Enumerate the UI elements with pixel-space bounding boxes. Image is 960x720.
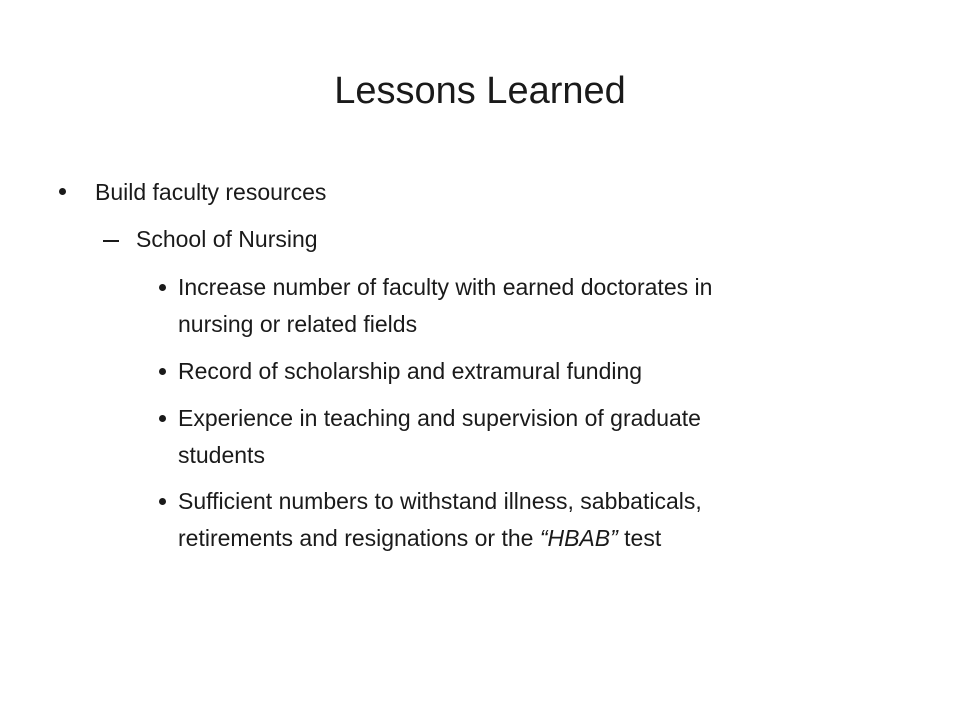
bullet-level1: Build faculty resources	[95, 179, 327, 205]
bullet-level3-line: Record of scholarship and extramural funding	[178, 358, 643, 384]
slide-title: Lessons Learned	[334, 70, 626, 112]
dash-icon	[103, 240, 119, 242]
line-text: test	[617, 525, 662, 551]
bullet-level3-line	[178, 523, 661, 554]
bullet-dot-icon	[159, 498, 166, 505]
bullet-level3-line: nursing or related fields	[178, 311, 418, 337]
bullet-dot-icon	[159, 368, 166, 375]
line-text: retirements and resignations or the	[178, 525, 540, 551]
bullet-level3-line: Experience in teaching and supervision of graduate	[178, 405, 701, 431]
hbab-term: “HBAB”	[539, 525, 618, 551]
bullet-dot-icon	[159, 284, 166, 291]
bullet-level3-line: students	[178, 442, 265, 468]
bullet-level3-line: Sufficient numbers to withstand illness, sabbaticals,	[178, 488, 702, 514]
bullet-level2: School of Nursing	[136, 226, 318, 252]
bullet-dot-icon	[159, 415, 166, 422]
bullet-dot-icon	[59, 188, 66, 195]
bullet-level3-line: Increase number of faculty with earned doctorates in	[178, 274, 713, 300]
